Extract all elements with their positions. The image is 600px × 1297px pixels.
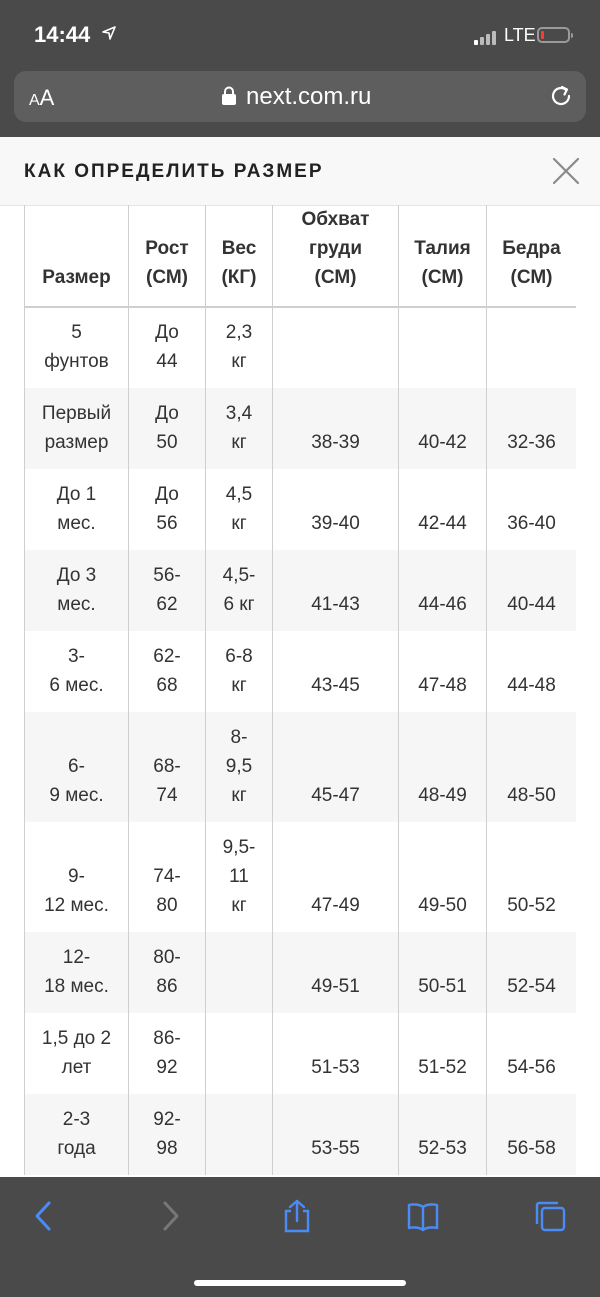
cell-line: лет (61, 1057, 92, 1078)
column-header (487, 205, 577, 307)
cell-line: 92- (153, 1109, 181, 1130)
cell-line: 2,3 (225, 322, 253, 343)
location-arrow-icon (102, 26, 116, 40)
table-cell-chest (273, 1013, 399, 1094)
table-cell-weight (206, 932, 273, 1013)
table-cell-hips (487, 388, 577, 469)
cell-line: 49-50 (418, 895, 467, 916)
column-header (25, 205, 129, 307)
column-header-line: Бедра (502, 238, 561, 259)
column-header (273, 205, 399, 307)
browser-toolbar (0, 1177, 600, 1297)
modal-header (0, 137, 600, 206)
cell-line: 40-44 (507, 594, 556, 615)
forward-icon[interactable] (153, 1199, 187, 1233)
url-domain[interactable]: next.com.ru (246, 83, 372, 110)
cell-line: кг (231, 432, 247, 453)
table-cell-height (129, 712, 206, 822)
table-cell-waist (399, 712, 487, 822)
cell-line: 51-53 (311, 1057, 360, 1078)
cell-line: 6- (68, 756, 85, 777)
bookmarks-icon[interactable] (406, 1199, 440, 1233)
cell-line: 6 кг (223, 594, 255, 615)
cell-line: кг (231, 675, 247, 696)
cell-line: 9,5- (222, 837, 256, 858)
table-cell-waist (399, 550, 487, 631)
cell-line: 86 (156, 976, 178, 997)
table-cell-weight (206, 1013, 273, 1094)
column-header-line: Рост (145, 238, 189, 259)
cell-line: 68 (156, 675, 178, 696)
table-cell-chest (273, 631, 399, 712)
reload-icon[interactable] (548, 83, 574, 109)
column-header-line (403, 205, 482, 234)
table-row (25, 712, 577, 822)
table-row (25, 631, 577, 712)
table-cell-weight (206, 469, 273, 550)
status-time: 14:44 (34, 22, 91, 47)
table-cell-size (25, 932, 129, 1013)
table-cell-size (25, 307, 129, 388)
table-cell-waist (399, 388, 487, 469)
network-type: LTE (504, 25, 536, 45)
table-cell-hips (487, 1013, 577, 1094)
cell-line: 3- (68, 646, 85, 667)
column-header-line: Вес (221, 238, 257, 259)
table-cell-hips (487, 631, 577, 712)
table-cell-size (25, 631, 129, 712)
cell-line: 50-52 (507, 895, 556, 916)
cell-line: 92 (156, 1057, 178, 1078)
column-header (399, 205, 487, 307)
cell-line: 52-54 (507, 976, 556, 997)
column-header-line (133, 205, 201, 234)
table-cell-weight (206, 822, 273, 932)
column-header-line (29, 234, 124, 263)
table-row (25, 307, 577, 388)
table-cell-size (25, 1094, 129, 1175)
cell-line: 5 (71, 322, 82, 343)
back-icon[interactable] (27, 1199, 61, 1233)
table-cell-size (25, 388, 129, 469)
lock-icon (220, 86, 238, 106)
table-cell-waist (399, 822, 487, 932)
cell-line: кг (231, 785, 247, 806)
table-row (25, 550, 577, 631)
column-header-line: Размер (42, 267, 111, 288)
text-size-small-label: A (29, 92, 40, 109)
cell-line: 44-46 (418, 594, 467, 615)
table-row (25, 1013, 577, 1094)
table-cell-size (25, 1013, 129, 1094)
table-cell-waist (399, 932, 487, 1013)
table-row (25, 822, 577, 932)
table-cell-hips (487, 550, 577, 631)
cell-line: 48-50 (507, 785, 556, 806)
cell-line: 98 (156, 1138, 178, 1159)
cell-line: фунтов (44, 351, 109, 372)
table-cell-chest (273, 932, 399, 1013)
cell-line: 56- (153, 565, 181, 586)
cell-line: года (57, 1138, 96, 1159)
table-cell-weight (206, 388, 273, 469)
table-cell-height (129, 388, 206, 469)
table-cell-chest (273, 822, 399, 932)
cell-line: 3,4 (225, 403, 253, 424)
table-cell-height (129, 1013, 206, 1094)
text-size-button[interactable] (29, 85, 54, 111)
cell-line: 18 мес. (44, 976, 109, 997)
table-cell-waist (399, 631, 487, 712)
cell-line: 6-8 (225, 646, 253, 667)
cell-line: 4,5 (225, 484, 253, 505)
cell-line: 12 мес. (44, 895, 109, 916)
table-cell-height (129, 550, 206, 631)
column-header (129, 205, 206, 307)
cell-line: 43-45 (311, 675, 360, 696)
cell-line: До (155, 484, 179, 505)
table-cell-weight (206, 307, 273, 388)
table-cell-height (129, 932, 206, 1013)
table-cell-hips (487, 469, 577, 550)
table-cell-chest (273, 550, 399, 631)
table-row (25, 1094, 577, 1175)
cell-line: 8- (230, 727, 248, 748)
cell-line: 68- (153, 756, 181, 777)
table-cell-weight (206, 712, 273, 822)
modal-title: КАК ОПРЕДЕЛИТЬ РАЗМЕР (24, 161, 324, 182)
cell-line: 49-51 (311, 976, 360, 997)
cell-line: До 3 (56, 565, 97, 586)
table-cell-size (25, 469, 129, 550)
column-header (206, 205, 273, 307)
cell-line: До (155, 322, 179, 343)
cell-line: 53-55 (311, 1138, 360, 1159)
cell-line: 2-3 (62, 1109, 91, 1130)
cell-line: 32-36 (507, 432, 556, 453)
table-cell-hips (487, 307, 577, 388)
cell-line: 48-49 (418, 785, 467, 806)
column-header-line: груди (308, 238, 363, 259)
cell-line: 40-42 (418, 432, 467, 453)
table-cell-height (129, 1094, 206, 1175)
table-cell-weight (206, 631, 273, 712)
cell-line: 50 (156, 432, 178, 453)
cell-line: 62 (156, 594, 178, 615)
cell-line: До 1 (56, 484, 97, 505)
column-header-line: Обхват (301, 209, 370, 230)
share-icon[interactable] (280, 1199, 314, 1233)
table-cell-waist (399, 1013, 487, 1094)
size-table (24, 205, 576, 1175)
table-header-row (25, 205, 577, 307)
signal-strength-icon (474, 29, 500, 45)
cell-line: 86- (153, 1028, 181, 1049)
cell-line: 74- (153, 866, 181, 887)
table-cell-height (129, 631, 206, 712)
table-cell-chest (273, 469, 399, 550)
cell-line: 80- (153, 947, 181, 968)
cell-line: Первый (41, 403, 112, 424)
status-bar (0, 0, 600, 70)
table-cell-hips (487, 1094, 577, 1175)
cell-line: 45-47 (311, 785, 360, 806)
cell-line: 9 мес. (49, 785, 104, 806)
table-cell-size (25, 712, 129, 822)
table-row (25, 469, 577, 550)
column-header-line: (СМ) (314, 267, 357, 288)
cell-line: 50-51 (418, 976, 467, 997)
table-cell-waist (399, 307, 487, 388)
cell-line: 47-48 (418, 675, 467, 696)
cell-line: 52-53 (418, 1138, 467, 1159)
table-cell-chest (273, 1094, 399, 1175)
table-row (25, 388, 577, 469)
table-cell-hips (487, 712, 577, 822)
cell-line: 9- (68, 866, 85, 887)
tabs-icon[interactable] (533, 1199, 567, 1233)
cell-line: 36-40 (507, 513, 556, 534)
size-guide-modal (0, 137, 600, 1177)
text-size-large-label: A (39, 85, 55, 110)
cell-line: 1,5 до 2 (41, 1028, 112, 1049)
cell-line: 54-56 (507, 1057, 556, 1078)
table-cell-chest (273, 712, 399, 822)
cell-line: 74 (156, 785, 178, 806)
cell-line: кг (231, 895, 247, 916)
column-header-line: (СМ) (146, 267, 188, 288)
cell-line: 39-40 (311, 513, 360, 534)
column-header-line: (КГ) (221, 267, 257, 288)
cell-line: 62- (153, 646, 181, 667)
cell-line: 38-39 (311, 432, 360, 453)
column-header-line: (СМ) (510, 267, 553, 288)
cell-line: мес. (57, 594, 96, 615)
table-cell-waist (399, 469, 487, 550)
cell-line: 51-52 (418, 1057, 467, 1078)
cell-line: 44-48 (507, 675, 556, 696)
table-cell-weight (206, 1094, 273, 1175)
battery-icon (537, 27, 570, 43)
close-icon[interactable] (552, 157, 580, 185)
table-cell-height (129, 469, 206, 550)
cell-line: 9,5 (225, 756, 253, 777)
cell-line: 56-58 (507, 1138, 556, 1159)
column-header-line: (СМ) (421, 267, 464, 288)
table-cell-weight (206, 550, 273, 631)
column-header-line (29, 205, 124, 234)
table-cell-hips (487, 932, 577, 1013)
table-cell-size (25, 550, 129, 631)
column-header-line (210, 205, 268, 234)
cell-line: мес. (57, 513, 96, 534)
column-header-line: Талия (414, 238, 471, 259)
cell-line: кг (231, 513, 247, 534)
column-header-line (491, 205, 572, 234)
cell-line: 44 (156, 351, 178, 372)
cell-line: 56 (156, 513, 178, 534)
table-row (25, 932, 577, 1013)
table-cell-height (129, 822, 206, 932)
table-cell-waist (399, 1094, 487, 1175)
size-table-container[interactable] (24, 205, 576, 1177)
table-cell-height (129, 307, 206, 388)
table-cell-chest (273, 307, 399, 388)
cell-line: 12- (62, 947, 91, 968)
cell-line: 6 мес. (49, 675, 104, 696)
cell-line: 42-44 (418, 513, 467, 534)
table-cell-hips (487, 822, 577, 932)
cell-line: 11 (229, 866, 249, 887)
cell-line: размер (44, 432, 109, 453)
cell-line: 4,5- (222, 565, 256, 586)
home-indicator (194, 1280, 406, 1286)
cell-line: 41-43 (311, 594, 360, 615)
cell-line: До (155, 403, 179, 424)
cell-line: 47-49 (311, 895, 360, 916)
cell-line: 80 (156, 895, 178, 916)
cell-line: кг (231, 351, 247, 372)
address-bar[interactable] (14, 71, 586, 122)
table-cell-size (25, 822, 129, 932)
table-cell-chest (273, 388, 399, 469)
